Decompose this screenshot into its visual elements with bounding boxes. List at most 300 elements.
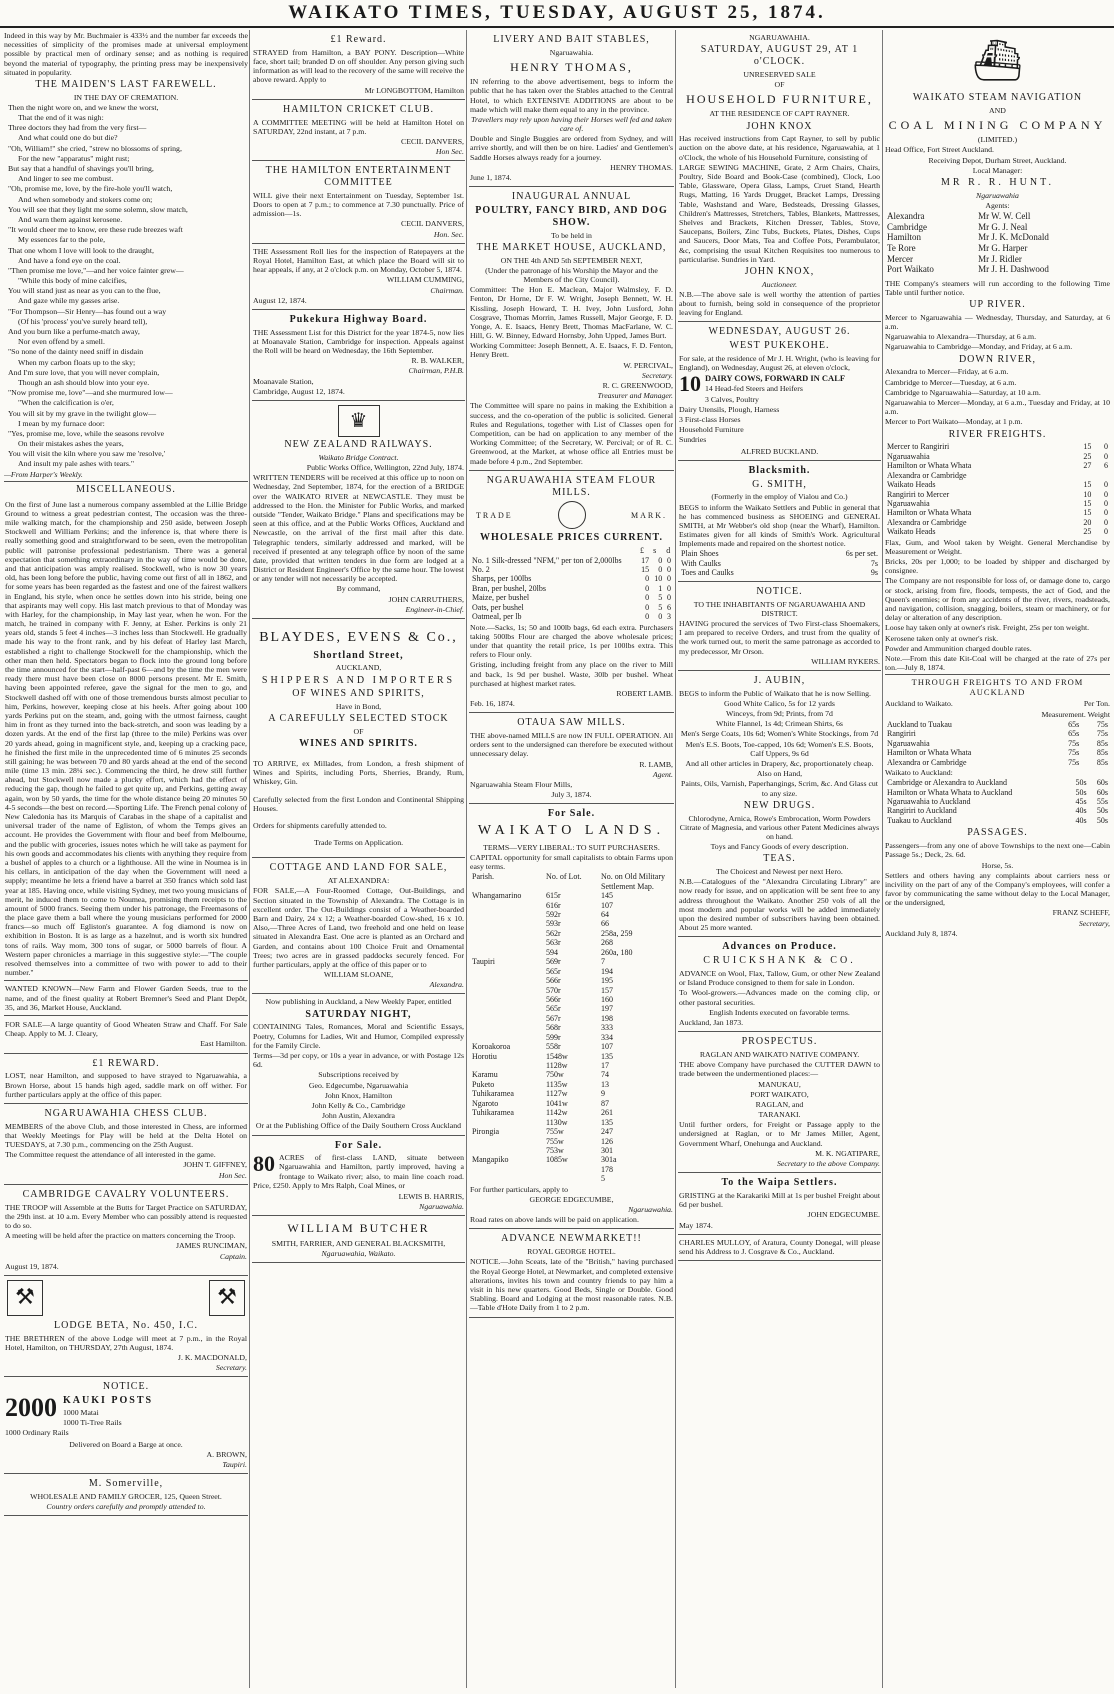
lands-terms: TERMS—VERY LIBERAL: TO SUIT PURCHASERS. <box>483 842 660 852</box>
table-row <box>470 556 673 565</box>
aubin-hand: Also on Hand, <box>756 769 803 779</box>
prospectus-ad <box>678 1032 881 1173</box>
table-cell: 6 <box>667 602 671 612</box>
poem-line: And insult my pale ashes with tears." <box>18 459 135 469</box>
prospectus-text: THE above Company have purchased the CUTTER DAWN to trade between the undermentioned places:— <box>679 1060 880 1079</box>
cavalry-ad <box>4 1185 248 1276</box>
prospectus-place: RAGLAN, and <box>755 1099 804 1109</box>
poem-line: "While this body of mine calcifies, <box>18 276 127 286</box>
livery-name: HENRY THOMAS, <box>510 59 633 74</box>
table-cell: 75s <box>1096 729 1108 739</box>
entertainment-ad <box>252 161 465 244</box>
table-cell: 563r <box>546 938 561 948</box>
flour-price-table <box>470 546 673 622</box>
table-cell: 258a, 259 <box>601 928 633 938</box>
livery-ad <box>469 30 674 187</box>
poem-line: "Then promise me love,"—and her voice fainter grew— <box>8 265 184 275</box>
table-cell: 0 <box>658 612 663 622</box>
head-office: Head Office, Fort Street Auckland. <box>885 145 994 155</box>
sale-sign: JOHN KNOX, <box>744 265 815 277</box>
lands-for-sale: For Sale. <box>547 808 596 820</box>
drugs-title: NEW DRUGS. <box>743 799 816 811</box>
table-cell: 0 <box>1104 489 1108 499</box>
table-row <box>470 976 673 985</box>
sale-unreserved: UNRESERVED SALE <box>743 69 816 79</box>
table-cell: 74 <box>601 1070 609 1080</box>
produce-text-2: To Wool-growers.—Advances made on the coming clip, or other pastoral securities. <box>679 988 880 1007</box>
table-cell: 1142w <box>546 1108 568 1118</box>
table-row <box>470 986 673 995</box>
table-cell: 194 <box>601 966 613 976</box>
flour-sign: ROBERT LAMB. <box>616 688 673 698</box>
wed-item: Household Furniture <box>679 425 744 435</box>
coat-of-arms-icon: ♛ <box>338 405 380 437</box>
poem-line: And when somebody and stokers come on; <box>18 194 153 204</box>
table-row <box>470 1127 673 1136</box>
notice-subtitle: TO THE INHABITANTS OF NGARUAWAHIA AND DISTRICT. <box>693 599 866 618</box>
saturday-night-agent: Geo. Edgecumbe, Ngaruawahia <box>308 1080 409 1090</box>
table-cell: 0 <box>667 593 671 603</box>
table-cell: Maize, per bushel <box>472 593 530 603</box>
prospectus-company: RAGLAN AND WAIKATO NATIVE COMPANY. <box>699 1049 860 1059</box>
poem-line: You will visit the kiln where you saw me 'resolve,' <box>8 449 166 459</box>
aubin-item: Winceys, from 9d; Prints, from 7d <box>726 709 833 719</box>
pony-reward-text: STRAYED from Hamilton, a BAY PONY. Description—White face, short tail; branded D on off shoulder. Any person giving such information as will lead to the recovery of the same will receive the above reward. Apply to <box>253 47 464 85</box>
table-cell: Waikato Heads <box>887 527 936 537</box>
table-cell: 157 <box>601 985 613 995</box>
table-cell: 10 <box>1083 489 1092 499</box>
wed-item: 3 First-class Horses <box>679 415 741 425</box>
blaydes-arrive: TO ARRIVE, ex Millades, from London, a fresh shipment of Wines and Spirits, including Ports, Sherries, Brandy, Rum, Whiskey, Gin. <box>253 759 464 787</box>
poultry-held: To be held in <box>551 230 592 240</box>
table-cell <box>1093 471 1110 480</box>
column-rule <box>466 30 467 1688</box>
smith-price-table <box>679 549 880 577</box>
lodge-sign: J. K. MACDONALD, <box>177 1353 247 1363</box>
lands-sign: GEORGE EDGECUMBE, <box>529 1194 614 1204</box>
table-row <box>470 565 673 574</box>
butcher-place: Ngaruawahia, Waikato. <box>321 1248 396 1258</box>
navigation-limited: (LIMITED.) <box>977 135 1018 145</box>
grocer-title: M. Somerville, <box>88 1478 164 1490</box>
table-cell: 107 <box>601 900 613 910</box>
saturday-night-office: Or at the Publishing Office of the Daily Southern Cross Auckland <box>255 1121 462 1131</box>
table-cell: Waikato Heads <box>887 480 936 490</box>
table-cell: 1127w <box>546 1089 568 1099</box>
table-cell: 301 <box>601 1145 613 1155</box>
assessment-ad <box>252 244 465 310</box>
poultry-treasurer-title: Treasurer and Manager. <box>597 391 673 401</box>
table-cell: 75s <box>1068 738 1080 748</box>
cavalry-date: August 19, 1874. <box>5 1261 59 1271</box>
reward-ad <box>4 1054 248 1104</box>
table-cell <box>470 1137 544 1146</box>
table-row <box>885 471 1110 480</box>
saw-mills-ad <box>469 713 674 804</box>
wed-item: Dairy Utensils, Plough, Harness <box>679 404 780 414</box>
table-cell: 750w <box>546 1070 564 1080</box>
table-row <box>885 729 1110 738</box>
table-row <box>470 1004 673 1013</box>
table-cell: Toes and Caulks <box>681 568 734 578</box>
posts-heading: KAUKI POSTS <box>63 1395 154 1407</box>
table-cell <box>470 929 544 938</box>
poem-line: "So none of the dainty need sniff in disdain <box>8 347 144 357</box>
table-cell: 3 <box>667 612 671 622</box>
table-row <box>470 1155 673 1164</box>
newmarket-hotel: ROYAL GEORGE HOTEL. <box>527 1247 616 1257</box>
table-cell: 0 <box>667 583 671 593</box>
table-row <box>470 603 673 612</box>
aubin-item: Men's Serge Coats, 10s 6d; Women's White Stockings, from 7d <box>680 729 879 739</box>
table-cell: 0 <box>645 602 650 612</box>
table-cell: Tuhikaramea <box>472 1089 514 1099</box>
table-cell: Mercer to Rangiriri <box>887 442 950 452</box>
otaua-place: Ngaruawahia Steam Flour Mills, <box>470 780 573 790</box>
table-row <box>885 778 1110 787</box>
up-river-title: UP RIVER. <box>969 299 1026 311</box>
grocer-text: WHOLESALE AND FAMILY GROCER, 125, Queen Street. <box>30 1491 222 1501</box>
table-cell: Rangiriri to Auckland <box>887 806 957 816</box>
table-cell <box>470 1004 544 1013</box>
blaydes-of: OF <box>353 727 364 737</box>
table-cell: 0 <box>1104 480 1108 490</box>
wed-date: WEDNESDAY, AUGUST 26. <box>708 326 851 338</box>
mulloy-text: CHARLES MULLOY, of Aratura, County Donegal, will please send his Address to J. Cosgrave & Co., Auckland. <box>679 1237 880 1256</box>
table-row <box>470 995 673 1004</box>
wed-text: For sale, at the residence of Mr J. H. Wright, (who is leaving for England), on Wednesday, August 26, at eleven o'clock, <box>679 354 880 373</box>
blaydes-stock: A CAREFULLY SELECTED STOCK <box>268 713 449 725</box>
pukekura-text: THE Assessment List for this District for the year 1874-5, now lies at Moanavale Station, Cambridge for inspection. Appeals against the Roll will be heard on Wednesday, the 16th September. <box>253 327 464 356</box>
column-3 <box>469 30 674 1688</box>
lodge-ad <box>4 1276 248 1378</box>
up-river-item: Ngaruawahia to Alexandra—Thursday, at 6 a.m. <box>885 332 1037 342</box>
cavalry-sign-title: Captain. <box>219 1251 247 1261</box>
table-cell: Ngaruawahia <box>887 451 930 461</box>
agents-label: Agents: <box>985 200 1010 210</box>
miscellaneous-title: MISCELLANEOUS. <box>4 481 248 496</box>
produce-date: Auckland, Jan 1873. <box>679 1017 744 1027</box>
table-cell: 566r <box>546 976 561 986</box>
cricket-sign-title: Hon Sec. <box>435 147 464 157</box>
miscellaneous-text: On the first of June last a numerous company assembled at the Lillie Bridge Ground to witness a great pedestrian contest, The occasion was the three-mile walking match, for the championship and 250 aside, between Joseph Stockwell and William Perkins; and the inference is, that where there is really something good and straightforward to be seen, even the metropolitan public will patronise professional pedestrianism. There was a general expectation that something extraordinary in the way of time would be done, and that anticipation was amply realised. Stockwell, who is now 30 years old, has been long before the public, having come out first of all in 1862, and for some years has been regarded as the fastest and one of the fairest walkers in England, his style, when once he settles down into his stride, being one that aspirants may well copy. His last match previous to that of Monday was with Harley, for the championship, in May last year, when he won. For the match, he trained in company with F. Jenny, at Esher. Perkins is only 21 years old, stands 5 feet 4 inches—3 inches less than Stockwell. He gradually made his way to the front rank, and by his defeat of Harley last March, established a right to challenge Stockwell for the championship, which the other man then held. Spectators began to flock into the ground long before the time announced for the start—half-past 6—and by the time the men were ready there must have been close on 8000 persons present. Mr E. Smith, having been appointed referee, gave the signal for the men to go, and Stockwell dashed off with one of those tremendous bursts almost peculiar to him, Perkins, however, keeping close at his heels. After going about 100 yards Perkins put on the steam, and, going with the utmost fairness, caught him in front as they turned into the back-stretch, and soon was leading by a dozen yards. At the end of the first lap (three to the mile) Perkins was over 20 yards ahead, going in magnificent style, and, keeping up a cracking pace, he finished the first mile in the unprecedented time of 6 minutes 25 seconds still gaining; he was between 70 and 80 yards ahead at the end of the second mile (time 13 min. 28¼ sec.). Commencing the third, he drew still further ahead, but Stockwell now made a plucky effort, which had the effect of reducing the gap, though he failed to get quite up, and Perkins, getting away again, won by 50 yards, the time for the whole distance being 20 minutes 50 4-5 seconds—the best on record.—Sporting Life. The French penal colony of New Caledonia has its Marquis of Carabas in the shape of a capitalist and universal trader of the name of Egliston, of whom the Temps gives an account. He provides the Government with flour and beef from Melbourne, and the public with groceries, issues notes which he will take as payment for his own goods and accommodates his clients with anything they require from a bushel of apples to a church or a lighthouse. All the wine in Noumea is in his cellars, in anticipation of the day when the Government will need a supply; meantime he lets a friend have a barrel at 350 francs which sold last year at 185. Having once, while visiting Sydney, met two young musicians of merit, he induced them to come to Noumea, promising them receipts to the amount of 5000 francs. Seeing them under his patronage, the Freemasons of the place gave them a ball where the young musicians performed for 2000 francs—so much off Egliston's guarantee. A fog diamond is now on exhibition in Boston. It is as large as a hazelnut, and is worth six hundred tons of rails. Way mom, 300 tons of sugar, or 5000 barrels of flour. A Western paper chronicles a marriage in this suggestive style:—"The couple resolved themselves into a committee of two with power to add to their number." <box>4 498 248 982</box>
table-cell: 1128w <box>546 1061 568 1071</box>
poem-line: "Now promise me, love"—and she murmured low— <box>8 388 173 398</box>
poem-line: "For Thompson—Sir Henry—has found out a way <box>8 306 167 316</box>
passages-text: Passengers—from any one of above Townships to the next one—Cabin Passage 5s.; Deck, 2s. 6d. <box>885 841 1110 860</box>
column-rule <box>249 30 250 1688</box>
poultry-committee: Committee: The Hon E. Maclean, Major Walmsley, F. D. Fenton, Dr Horne, Dr F. W. Wright, Joseph Bennett, W. H. Kissling, Joseph Howard, T. H. Ivey, John Lusford, John Cosgrave, Thomas Morrin, James Russell, Major George, F. D. Yonge, A. E. Isaacs, Henry Brett, Thomas MacFarlane, W. C. Hill, G. W. Binney, Edward Hornsby, John Upped, James Burt. <box>470 285 673 341</box>
cricket-title: HAMILTON CRICKET CLUB. <box>283 103 434 115</box>
produce-text-3: English Indents executed on favorable terms. <box>709 1007 850 1017</box>
secretary-sign: FRANZ SCHEFF, <box>1052 908 1110 918</box>
table-cell: Tuhikaramea <box>472 1108 514 1118</box>
table-row <box>470 584 673 593</box>
agents-table <box>885 211 1110 275</box>
table-cell: 334 <box>601 1032 613 1042</box>
seeds-ad: WANTED KNOWN—New Farm and Flower Garden Seeds, true to the name, and of the finest quality at Robert Bremner's Seed and Plant Depôt, 35, and 36, Market House, Auckland. <box>4 982 248 1016</box>
smith-title: Blacksmith. <box>748 464 811 476</box>
drugs-toys: Toys and Fancy Goods of every description. <box>710 842 849 852</box>
column-4 <box>678 30 881 1688</box>
down-river-item: Mercer to Port Waikato—Monday, at 1 p.m. <box>885 417 1023 427</box>
freights-text: Flax, Gum, and Wool taken by Weight. General Merchandise by Measurement or Weight. <box>885 537 1110 556</box>
table-cell: Auckland to Tuakau <box>887 719 952 729</box>
poem-line: And linger to see me combust. <box>18 174 114 184</box>
railways-ad <box>252 401 465 619</box>
poem-line: "Yes, promise me, love, while the seasons revolve <box>8 428 165 438</box>
blaydes-street: Shortland Street, <box>313 649 404 661</box>
table-row <box>470 1070 673 1079</box>
table-cell: 55s <box>1096 797 1108 807</box>
cottage-subtitle: AT ALEXANDRA: <box>327 876 390 886</box>
chess-title: NGARUAWAHIA CHESS CLUB. <box>44 1107 208 1119</box>
table-cell: Hamilton or Whata Whata <box>887 461 972 471</box>
shoemaker-notice-ad <box>678 582 881 671</box>
table-cell: Bran, per bushel, 20lbs <box>472 583 546 593</box>
mark-label: MARK. <box>630 510 667 520</box>
cricket-ad <box>252 100 465 162</box>
waipa-date: May 1874. <box>679 1220 713 1230</box>
aubin-hand-text: Paints, Oils, Varnish, Paperhangings, Scrim, &c. And Glass cut to any size. <box>681 779 878 798</box>
butcher-text: SMITH, FARRIER, AND GENERAL BLACKSMITH, <box>271 1238 446 1248</box>
table-cell: 15 <box>1083 508 1092 518</box>
table-cell: 592r <box>546 910 561 920</box>
manager-place: Ngaruawahia <box>976 190 1019 200</box>
table-row <box>470 1033 673 1042</box>
table-cell: Ngaruawahia <box>887 738 930 748</box>
column-header: No. on Old Military Settlement Map. <box>601 872 665 891</box>
table-cell: 75s <box>1096 719 1108 729</box>
livery-motto: Travellers may rely upon having their Horses well fed and taken care of. <box>471 114 672 134</box>
table-cell: 0 <box>667 574 671 584</box>
table-cell: 0 <box>1104 508 1108 518</box>
table-cell: 0 <box>645 612 650 622</box>
table-cell: 562r <box>546 928 561 938</box>
cricket-sign: CECIL DANVERS, <box>401 136 464 146</box>
table-cell: 570r <box>546 985 561 995</box>
passages-title: PASSAGES. <box>967 827 1028 839</box>
table-cell: 6 <box>1104 461 1108 471</box>
table-cell: 85s <box>1096 738 1108 748</box>
flour-date: Feb. 16, 1874. <box>470 699 515 709</box>
table-cell: 755w <box>546 1127 564 1137</box>
cottage-title: COTTAGE AND LAND FOR SALE, <box>269 862 448 874</box>
poultry-head: INAUGURAL ANNUAL <box>511 191 632 203</box>
poem-line: And warn them against kerosene. <box>18 214 123 224</box>
table-cell <box>470 967 544 976</box>
down-river-item: Cambridge to Mercer—Tuesday, at 6 a.m. <box>885 377 1017 387</box>
teas-text: The Choicest and Newest per next Hero. <box>716 867 843 877</box>
aubin-ad <box>678 671 881 938</box>
sale-date: SATURDAY, AUGUST 29, AT 1 o'CLOCK. <box>700 44 859 67</box>
prospectus-sign-title: Secretary to the above Company. <box>777 1159 880 1168</box>
blaydes-text-2: Orders for shipments carefully attended to. <box>253 821 387 831</box>
prospectus-title: PROSPECTUS. <box>741 1036 818 1048</box>
land-sale-sign-place: Ngaruawahia. <box>419 1202 464 1212</box>
column-header: No. of Lot. <box>546 872 582 882</box>
poem-line: My essences far to the pole, <box>18 235 106 245</box>
table-cell <box>470 1023 544 1032</box>
dairy-sale-ad <box>678 322 881 460</box>
livery-text: IN referring to the above advertisement, begs to inform the public that he has taken over the Stables attached to the Central Hotel, to which EXTENSIVE ADDITIONS are about to be made which will make them equal to any in the province. <box>470 77 673 114</box>
poem-line: Then the night wore on, and we knew the worst, <box>8 102 159 112</box>
poem-body <box>4 103 248 469</box>
land-sale-title: For Sale. <box>334 1139 383 1151</box>
land-sale-sign: LEWIS B. HARRIS, <box>398 1192 464 1202</box>
straw-ad-text: FOR SALE—A large quantity of Good Wheaten Straw and Chaff. For Sale Cheap. Apply to M. J. Cleary, <box>5 1019 247 1039</box>
table-cell: 195 <box>601 976 613 986</box>
table-cell: 7s <box>870 558 878 568</box>
saturday-night-terms: Terms—3d per copy, or 10s a year in advance, or with Postage 12s 6d. <box>253 1051 464 1070</box>
waipa-sign: JOHN EDGECUMBE. <box>807 1210 880 1220</box>
table-cell: Puketo <box>472 1079 495 1089</box>
table-cell <box>470 1118 544 1127</box>
table-cell <box>470 948 544 957</box>
saturday-night-text: CONTAINING Tales, Romances, Moral and Scientific Essays, Poetry, Columns for Ladies, Wit and Humor, Compiled expressly for the Family Circle. <box>253 1022 464 1050</box>
posts-quantity: 2000 <box>5 1393 57 1423</box>
table-row <box>470 1014 673 1023</box>
powder-text: Powder and Ammunition charged double rates. <box>885 643 1032 653</box>
table-cell: Oats, per bushel <box>472 602 524 612</box>
navigation-and: AND <box>989 105 1006 115</box>
table-row <box>470 938 673 947</box>
reward-title: £1 REWARD. <box>92 1057 160 1069</box>
blaydes-trade: SHIPPERS AND IMPORTERS <box>261 674 456 686</box>
teas-title: TEAS. <box>763 853 796 865</box>
table-cell: 7 <box>601 957 605 967</box>
table-row <box>470 929 673 938</box>
table-cell: 50s <box>1096 806 1108 816</box>
table-cell: 60s <box>1096 778 1108 788</box>
table-cell: 0 <box>645 574 650 584</box>
entertainment-sign: CECIL DANVERS, <box>401 219 464 229</box>
newmarket-ad <box>469 1229 674 1317</box>
railways-title: NEW ZEALAND RAILWAYS. <box>284 439 433 451</box>
table-cell: 558r <box>546 1042 561 1052</box>
poem-line: Three doctors they had from the very first— <box>8 123 147 133</box>
table-cell: Pirongia <box>472 1127 500 1137</box>
masthead-title: WAIKATO TIMES, TUESDAY, AUGUST 25, 1874. <box>288 2 826 23</box>
table-cell <box>470 1061 544 1070</box>
table-row <box>885 816 1110 825</box>
posts-item: 1000 Ordinary Rails <box>5 1428 69 1438</box>
poem-credit: —From Harper's Weekly. <box>4 469 83 479</box>
receiving-depot: Receiving Depot, Durham Street, Auckland. <box>928 155 1067 165</box>
table-cell: 17 <box>641 555 650 565</box>
table-header-row <box>470 872 673 891</box>
table-row <box>885 442 1110 451</box>
pony-reward-sign: Mr LONGBOTTOM, Hamilton <box>364 85 464 95</box>
table-cell: 17 <box>601 1061 609 1071</box>
poultry-title: POULTRY, FANCY BIRD, AND DOG SHOW. <box>475 205 668 228</box>
table-cell: Alexandra <box>887 211 925 222</box>
aubin-item: White Flannel, 1s 4d; Crimean Shirts, 6s <box>716 719 843 729</box>
table-row <box>885 508 1110 517</box>
table-cell: Cambridge or Alexandra to Auckland <box>887 778 1007 788</box>
table-cell: With Caulks <box>681 558 721 568</box>
table-cell <box>470 1165 544 1174</box>
table-cell: 65s <box>1068 729 1080 739</box>
table-row <box>885 452 1110 461</box>
table-row <box>470 612 673 621</box>
posts-item: 1000 Ti-Tree Rails <box>63 1418 122 1428</box>
waipa-title: To the Waipa Settlers. <box>721 1177 838 1189</box>
butcher-title: WILLIAM BUTCHER <box>287 1221 430 1236</box>
table-cell: 1085w <box>546 1155 568 1165</box>
table-cell: 565r <box>546 966 561 976</box>
flour-grist: Gristing, including freight from any place on the river to Mill and back, 1s 9d per bushel. Waste, 30lb per bushel. Wheat purchased at highest market rates. <box>470 660 673 688</box>
settlers-text: Settlers and others having any complaints about carriers ness or incivility on the part of any of the Company's employees, will confer a favor by communicating the same without delay to the Local Manager, or the undersigned, <box>885 870 1110 908</box>
table-cell: 126 <box>601 1136 613 1146</box>
waipa-ad <box>678 1173 881 1235</box>
table-row <box>470 1052 673 1061</box>
chess-sign: JOHN T. GIFFNEY, <box>183 1160 247 1170</box>
table-row <box>470 919 673 928</box>
table-cell: 13 <box>601 1079 609 1089</box>
table-row <box>470 957 673 966</box>
blaydes-title: BLAYDES, EVENS & Co., <box>259 630 458 646</box>
table-row <box>885 739 1110 748</box>
kerosene-text: Kerosene taken only at owner's risk. <box>885 633 999 643</box>
table-cell: Alexandra or Cambridge <box>887 757 967 767</box>
steamship-icon: ⛴ <box>972 38 1023 83</box>
table-cell <box>470 1014 544 1023</box>
aubin-item: And all other articles in Drapery, &c, proportionately cheap. <box>685 759 874 769</box>
livery-date: June 1, 1874. <box>470 173 512 183</box>
table-row <box>885 748 1110 757</box>
lodge-title: LODGE BETA, No. 450, I.C. <box>54 1319 198 1331</box>
sale-at: AT THE RESIDENCE OF CAPT RAYNER. <box>709 109 850 119</box>
table-row <box>885 720 1110 729</box>
table-row <box>470 967 673 976</box>
table-cell: 135 <box>601 1117 613 1127</box>
column-1 <box>4 30 248 1688</box>
table-cell <box>1068 471 1093 480</box>
table-cell: Alexandra or Cambridge <box>887 517 967 527</box>
smith-text: BEGS to inform the Waikato Settlers and Public in general that he has commenced business as SHOEING and GENERAL SMITH, at Mr Webber's old shop (near the Wharf), Hamilton. Estimates given for all kinds of Smith's Work. Agricultural Implements made and repaired on the shortest notice. <box>679 502 880 549</box>
table-cell: 15 <box>1083 498 1092 508</box>
table-row <box>885 264 1110 275</box>
poem-line: And what could one do but die? <box>18 133 118 143</box>
blacksmith-butcher-ad <box>252 1216 465 1263</box>
through-subtitle: Waikato to Auckland: <box>885 767 953 777</box>
flour-mills-ad <box>469 471 674 714</box>
table-cell: 753w <box>546 1145 564 1155</box>
table-cell: 0 <box>658 555 663 565</box>
waikato-lands-ad <box>469 804 674 1229</box>
table-row <box>885 788 1110 797</box>
table-row <box>470 1174 673 1183</box>
poem-line: And you burn like a perfume-match away, <box>8 327 140 337</box>
livery-place: Ngaruawahia. <box>549 47 594 57</box>
kit-coal-note: Note.—From this date Kit-Coal will be charged at the rate of 27s per ton.—July 8, 1874. <box>885 653 1110 673</box>
wed-item: Sundries <box>679 435 707 445</box>
pukekura-date: Cambridge, August 12, 1874. <box>253 386 345 396</box>
grocer-text-2: Country orders carefully and promptly attended to. <box>46 1502 206 1512</box>
table-row <box>470 1137 673 1146</box>
table-cell: 0 <box>658 564 663 574</box>
table-cell: 5 <box>601 1174 605 1184</box>
poem-line: When my carbon floats up to the sky; <box>18 357 136 367</box>
pony-reward-ad <box>252 30 465 100</box>
table-cell: Horotiu <box>472 1051 497 1061</box>
saturday-night-intro: Now publishing in Auckland, a New Weekly Paper, entitled <box>265 997 452 1007</box>
table-row <box>470 910 673 919</box>
livery-title: LIVERY AND BAIT STABLES, <box>493 34 650 45</box>
table-cell: 0 <box>645 583 650 593</box>
poultry-working-committee: Working Committee: Joseph Bennett, A. E. Isaacs, F. D. Fenton, Henry Brett. <box>470 341 673 360</box>
